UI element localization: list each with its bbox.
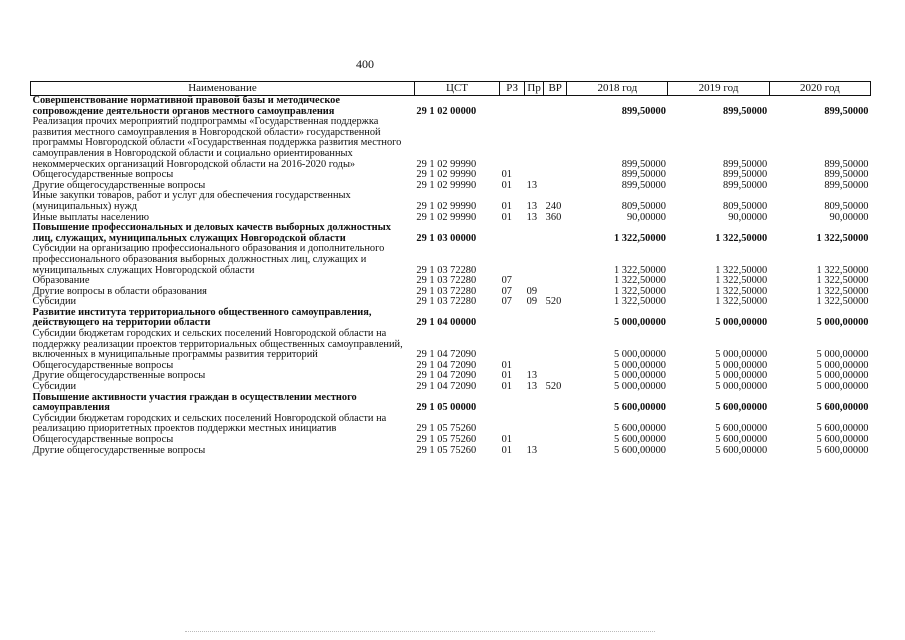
row-pr: 13 — [526, 370, 538, 382]
table-row — [31, 244, 871, 276]
row-amount-2018: 899,50000 — [621, 169, 666, 181]
page-number: 400 — [356, 57, 374, 71]
row-vr — [544, 446, 567, 457]
row-cst: 29 1 04 72090 — [416, 349, 477, 361]
header-pr: Пр — [525, 82, 544, 96]
row-rz: 01 — [501, 200, 512, 212]
row-amount-2019: 5 000,00000 — [715, 370, 768, 382]
row-rz — [500, 244, 525, 276]
row-pr: 09 — [526, 285, 538, 297]
row-pr — [525, 308, 544, 329]
row-rz: 01 — [501, 381, 512, 393]
row-vr — [544, 329, 567, 361]
row-name: Общегосударственные вопросы — [32, 359, 174, 371]
row-amount-2019: 899,50000 — [723, 105, 768, 117]
row-pr — [525, 223, 544, 244]
row-amount-2019: 899,50000 — [723, 169, 768, 181]
row-amount-2019: 1 322,50000 — [715, 275, 768, 287]
row-amount-2019: 1 322,50000 — [715, 296, 768, 308]
row-amount-2019: 5 600,00000 — [715, 434, 768, 445]
row-name: Общегосударственные вопросы — [32, 169, 174, 181]
header-2018: 2018 год — [567, 82, 668, 96]
row-amount-2018: 5 000,00000 — [614, 359, 666, 371]
row-rz: 01 — [501, 434, 512, 445]
row-amount-2019: 5 600,00000 — [715, 423, 768, 435]
row-amount-2018: 5 600,00000 — [614, 423, 666, 435]
row-name: Субсидии — [32, 296, 77, 308]
row-cst: 29 1 02 99990 — [416, 211, 477, 223]
table-row — [31, 117, 871, 170]
row-name: Иные закупки товаров, работ и услуг для обеспечения государственных (муниципальных) нужд — [32, 190, 351, 212]
row-cst: 29 1 05 75260 — [416, 423, 477, 435]
row-rz — [500, 117, 525, 170]
row-amount-2018: 5 000,00000 — [614, 317, 666, 329]
table-row — [31, 329, 871, 361]
row-vr: 360 — [545, 211, 562, 223]
row-amount-2019: 90,00000 — [728, 211, 768, 223]
table-body — [31, 96, 871, 457]
row-vr — [544, 435, 567, 446]
row-vr — [544, 181, 567, 192]
row-cst: 29 1 03 72280 — [416, 264, 477, 276]
row-rz — [500, 308, 525, 329]
row-name: Развитие института территориального общественного самоуправления, действующего на территории области — [32, 306, 372, 329]
row-amount-2020: 809,50000 — [824, 200, 869, 212]
row-amount-2018: 1 322,50000 — [614, 275, 666, 287]
row-pr: 13 — [526, 179, 538, 191]
row-amount-2018: 1 322,50000 — [614, 296, 666, 308]
row-pr — [525, 435, 544, 446]
row-cst: 29 1 03 72280 — [416, 296, 477, 308]
row-vr — [544, 308, 567, 329]
budget-table — [30, 81, 871, 456]
row-rz: 07 — [501, 285, 512, 297]
row-rz: 01 — [501, 179, 512, 191]
row-rz: 01 — [501, 169, 512, 181]
row-amount-2020: 1 322,50000 — [816, 275, 869, 287]
row-vr: 520 — [545, 381, 562, 393]
row-amount-2020: 1 322,50000 — [816, 285, 869, 297]
row-amount-2018: 809,50000 — [621, 200, 666, 212]
row-amount-2018: 5 600,00000 — [614, 444, 666, 456]
row-vr: 240 — [545, 200, 562, 212]
row-pr — [525, 414, 544, 435]
row-amount-2020: 1 322,50000 — [816, 296, 869, 308]
row-amount-2019: 5 600,00000 — [715, 444, 768, 456]
row-amount-2018: 5 000,00000 — [614, 381, 666, 393]
row-pr — [525, 329, 544, 361]
table-row — [31, 446, 871, 457]
row-rz — [500, 223, 525, 244]
row-amount-2020: 899,50000 — [824, 179, 869, 191]
row-vr — [544, 414, 567, 435]
row-cst: 29 1 03 72280 — [416, 275, 477, 287]
row-rz — [500, 329, 525, 361]
row-name: Образование — [32, 275, 90, 287]
row-amount-2019: 899,50000 — [723, 179, 768, 191]
row-vr — [544, 170, 567, 181]
row-cst: 29 1 05 75260 — [416, 444, 477, 456]
table-section-row — [31, 96, 871, 118]
row-amount-2020: 5 000,00000 — [816, 349, 869, 361]
row-pr: 13 — [526, 444, 538, 456]
row-cst: 29 1 05 75260 — [416, 434, 477, 445]
row-amount-2020: 5 600,00000 — [816, 444, 869, 456]
row-vr — [544, 393, 567, 414]
header-rz: РЗ — [500, 82, 525, 96]
row-cst: 29 1 03 00000 — [416, 232, 477, 244]
row-amount-2018: 5 000,00000 — [614, 370, 666, 382]
row-pr — [525, 96, 544, 118]
row-cst: 29 1 04 72090 — [416, 370, 477, 382]
row-rz: 07 — [501, 296, 512, 308]
row-amount-2020: 5 600,00000 — [816, 423, 869, 435]
row-rz — [500, 414, 525, 435]
row-name: Субсидии бюджетам городских и сельских поселений Новгородской области на поддержку реализации проектов территориальных общественных самоуправлений, включенных в муниципальные программы развития территорий — [32, 328, 403, 361]
page-edge-artifacts — [185, 631, 655, 634]
row-rz: 01 — [501, 444, 512, 456]
row-name: Реализация прочих мероприятий подпрограммы «Государственная поддержка развития местного самоуправления в Новгородской области» государственной программы Новгородской области «Государственная поддержка развития местного самоуправления в Новгородской области и социально ориентированных некоммерческих организаций Новгородской области на 2016-2020 годы» — [32, 116, 402, 170]
row-pr: 13 — [526, 200, 538, 212]
header-name: Наименование — [31, 82, 415, 96]
row-pr: 13 — [526, 381, 538, 393]
row-pr: 09 — [526, 296, 538, 308]
row-amount-2020: 5 600,00000 — [816, 434, 869, 445]
header-2019: 2019 год — [668, 82, 769, 96]
row-cst: 29 1 02 00000 — [416, 105, 477, 117]
row-rz — [500, 96, 525, 118]
row-amount-2020: 90,00000 — [829, 211, 869, 223]
table-row — [31, 414, 871, 435]
row-amount-2020: 5 000,00000 — [816, 370, 869, 382]
table-section-row — [31, 223, 871, 244]
row-cst: 29 1 04 72090 — [416, 359, 477, 371]
row-name: Повышение профессиональных и деловых качеств выборных должностных лиц, служащих, муниципальных служащих Новгородской области — [32, 222, 391, 244]
row-amount-2019: 5 000,00000 — [715, 381, 768, 393]
row-name: Субсидии бюджетам городских и сельских поселений Новгородской области на реализацию приоритетных проектов поддержки местных инициатив — [32, 412, 387, 435]
row-rz: 07 — [501, 275, 512, 287]
row-amount-2018: 1 322,50000 — [614, 285, 666, 297]
row-pr — [525, 117, 544, 170]
row-amount-2020: 1 322,50000 — [816, 264, 869, 276]
header-2020: 2020 год — [769, 82, 870, 96]
row-amount-2018: 1 322,50000 — [614, 264, 666, 276]
row-name: Субсидии — [32, 381, 77, 393]
row-amount-2018: 90,00000 — [626, 211, 666, 223]
row-name: Общегосударственные вопросы — [32, 434, 174, 445]
row-amount-2018: 899,50000 — [621, 179, 666, 191]
row-amount-2019: 1 322,50000 — [715, 285, 768, 297]
row-name: Другие общегосударственные вопросы — [32, 370, 206, 382]
row-vr — [544, 117, 567, 170]
row-cst: 29 1 04 72090 — [416, 381, 477, 393]
header-cst: ЦСТ — [414, 82, 499, 96]
row-name: Иные выплаты населению — [32, 211, 150, 223]
row-pr: 13 — [526, 211, 538, 223]
row-amount-2020: 899,50000 — [824, 158, 869, 170]
row-name: Другие общегосударственные вопросы — [32, 179, 206, 191]
row-rz: 01 — [501, 370, 512, 382]
row-name: Другие вопросы в области образования — [32, 285, 207, 297]
row-name: Субсидии на организацию профессионального образования и дополнительного профессионального образования выборных должностных лиц, служащих и муниципальных служащих Новгородской области — [32, 243, 385, 276]
row-cst: 29 1 02 99990 — [416, 200, 477, 212]
table-section-row — [31, 393, 871, 414]
row-vr — [544, 96, 567, 118]
row-amount-2020: 5 600,00000 — [816, 402, 869, 414]
row-amount-2019: 5 000,00000 — [715, 359, 768, 371]
row-cst: 29 1 04 00000 — [416, 317, 477, 329]
row-cst: 29 1 02 99990 — [416, 158, 477, 170]
row-amount-2019: 1 322,50000 — [715, 232, 768, 244]
row-rz — [500, 393, 525, 414]
row-amount-2018: 5 000,00000 — [614, 349, 666, 361]
row-name: Другие общегосударственные вопросы — [32, 444, 206, 456]
row-pr — [525, 244, 544, 276]
row-vr — [544, 276, 567, 287]
row-cst: 29 1 05 00000 — [416, 402, 477, 414]
row-amount-2020: 899,50000 — [824, 105, 869, 117]
row-vr — [544, 361, 567, 372]
row-amount-2018: 5 600,00000 — [614, 434, 666, 445]
row-amount-2019: 5 000,00000 — [715, 317, 768, 329]
row-vr: 520 — [545, 296, 562, 308]
row-cst: 29 1 02 99990 — [416, 179, 477, 191]
table-row — [31, 435, 871, 446]
row-amount-2020: 5 000,00000 — [816, 381, 869, 393]
row-vr — [544, 244, 567, 276]
row-vr — [544, 223, 567, 244]
row-amount-2018: 899,50000 — [621, 158, 666, 170]
row-amount-2019: 1 322,50000 — [715, 264, 768, 276]
row-amount-2019: 809,50000 — [723, 200, 768, 212]
row-pr — [525, 393, 544, 414]
row-amount-2020: 899,50000 — [824, 169, 869, 181]
header-vr: ВР — [544, 82, 567, 96]
row-amount-2019: 5 000,00000 — [715, 349, 768, 361]
row-amount-2020: 5 000,00000 — [816, 317, 869, 329]
row-cst: 29 1 03 72280 — [416, 285, 477, 297]
row-cst: 29 1 02 99990 — [416, 169, 477, 181]
row-amount-2018: 1 322,50000 — [614, 232, 666, 244]
row-amount-2020: 5 000,00000 — [816, 359, 869, 371]
table-header-row — [31, 82, 871, 96]
row-amount-2019: 899,50000 — [723, 158, 768, 170]
row-amount-2018: 899,50000 — [621, 105, 666, 117]
row-amount-2019: 5 600,00000 — [715, 402, 768, 414]
row-amount-2018: 5 600,00000 — [614, 402, 666, 414]
row-rz: 01 — [501, 359, 512, 371]
row-name: Повышение активности участия граждан в осуществлении местного самоуправления — [32, 391, 357, 414]
table-section-row — [31, 308, 871, 329]
table-row — [31, 191, 871, 212]
row-rz: 01 — [501, 211, 512, 223]
row-name: Совершенствование нормативной правовой базы и методическое сопровождение деятельности органов местного самоуправления — [32, 95, 340, 117]
row-amount-2020: 1 322,50000 — [816, 232, 869, 244]
